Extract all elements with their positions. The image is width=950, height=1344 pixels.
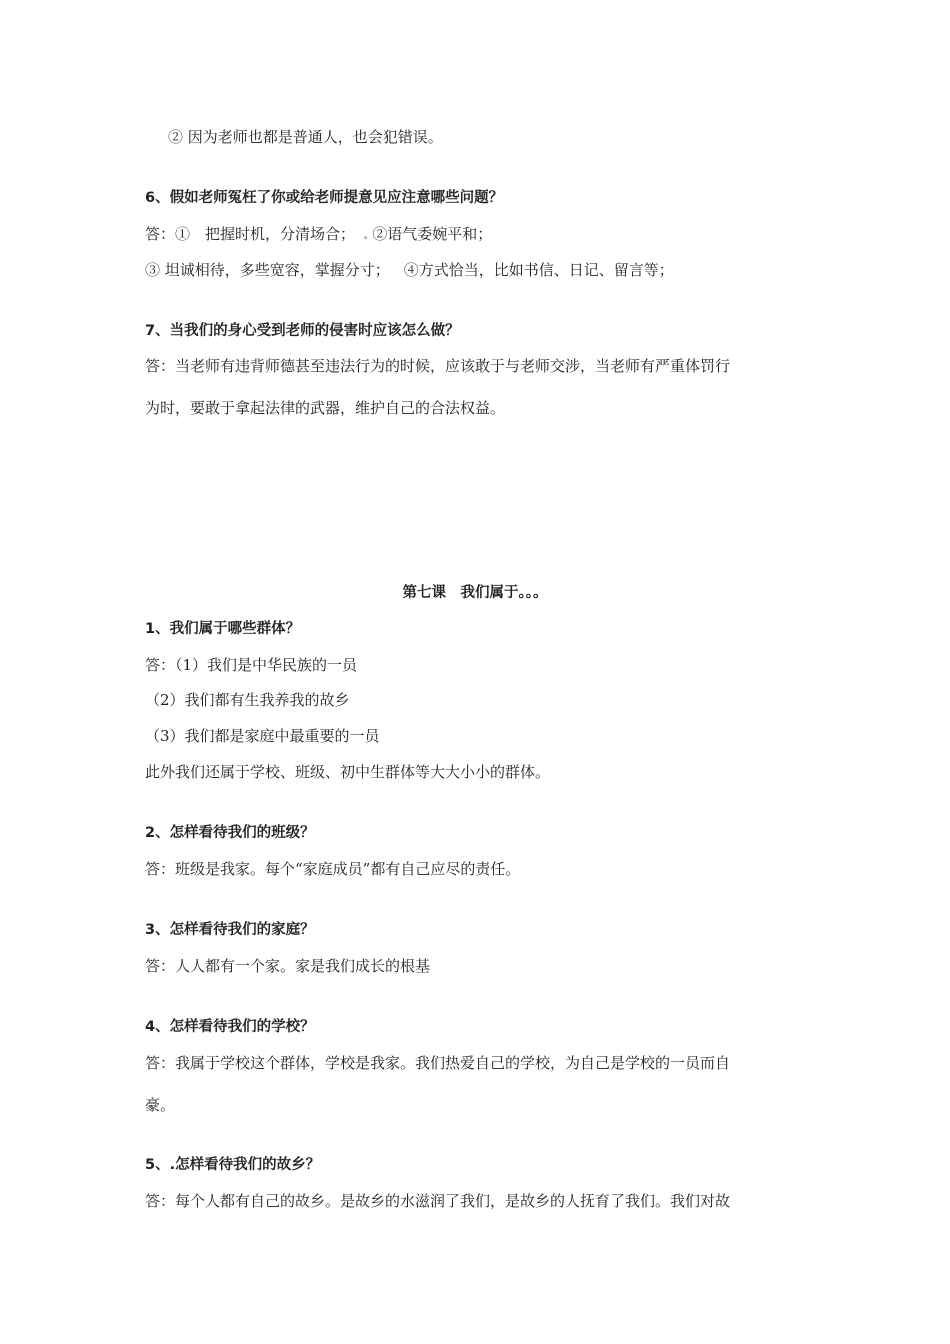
answer-line: （2）我们都有生我养我的故乡	[145, 691, 350, 709]
stray-mark: .	[363, 225, 369, 243]
answer-line: 此外我们还属于学校、班级、初中生群体等大大小小的群体。	[145, 763, 551, 781]
question-4: 4、怎样看待我们的学校？	[145, 1019, 315, 1035]
answer-part: ④方式恰当，比如书信、日记、留言等；	[403, 261, 674, 279]
answer-line: 答：班级是我家。每个“家庭成员”都有自己应尽的责任。	[145, 860, 521, 878]
answer-line: （3）我们都是家庭中最重要的一员	[145, 727, 380, 745]
answer-line: 豪。	[145, 1096, 176, 1114]
lesson-title: 第七课 我们属于。。。	[402, 585, 548, 601]
answer-line: 答：我属于学校这个群体，学校是我家。我们热爱自己的学校，为自己是学校的一员而自	[145, 1054, 731, 1072]
answer-line: 答：当老师有违背师德甚至违法行为的时候，应该敢于与老师交涉，当老师有严重体罚行	[145, 357, 731, 375]
answer-line: 答：（1）我们是中华民族的一员	[145, 656, 358, 674]
question-7: 7、当我们的身心受到老师的侵害时应该怎么做？	[145, 323, 460, 339]
answer-part: ③ 坦诚相待，多些宽容，掌握分寸；	[145, 261, 390, 279]
answer-part: ②语气委婉平和；	[372, 225, 493, 243]
answer-line	[145, 260, 674, 280]
answer-part: 答：① 把握时机，分清场合；	[145, 225, 356, 243]
answer-line: 答：每个人都有自己的故乡。是故乡的水滋润了我们，是故乡的人抚育了我们。我们对故	[145, 1192, 731, 1210]
answer-line: 为时，要敢于拿起法律的武器，维护自己的合法权益。	[145, 399, 506, 417]
question-5: 5、.怎样看待我们的故乡？	[145, 1157, 321, 1173]
question-6: 6、假如老师冤枉了你或给老师提意见应注意哪些问题？	[145, 190, 504, 206]
question-1: 1、我们属于哪些群体？	[145, 621, 301, 637]
answer-line	[145, 224, 492, 244]
answer-line: 答：人人都有一个家。家是我们成长的根基	[145, 957, 431, 975]
question-2: 2、怎样看待我们的班级？	[145, 825, 315, 841]
question-3: 3、怎样看待我们的家庭？	[145, 922, 315, 938]
answer-line: ② 因为老师也都是普通人，也会犯错误。	[168, 128, 443, 146]
